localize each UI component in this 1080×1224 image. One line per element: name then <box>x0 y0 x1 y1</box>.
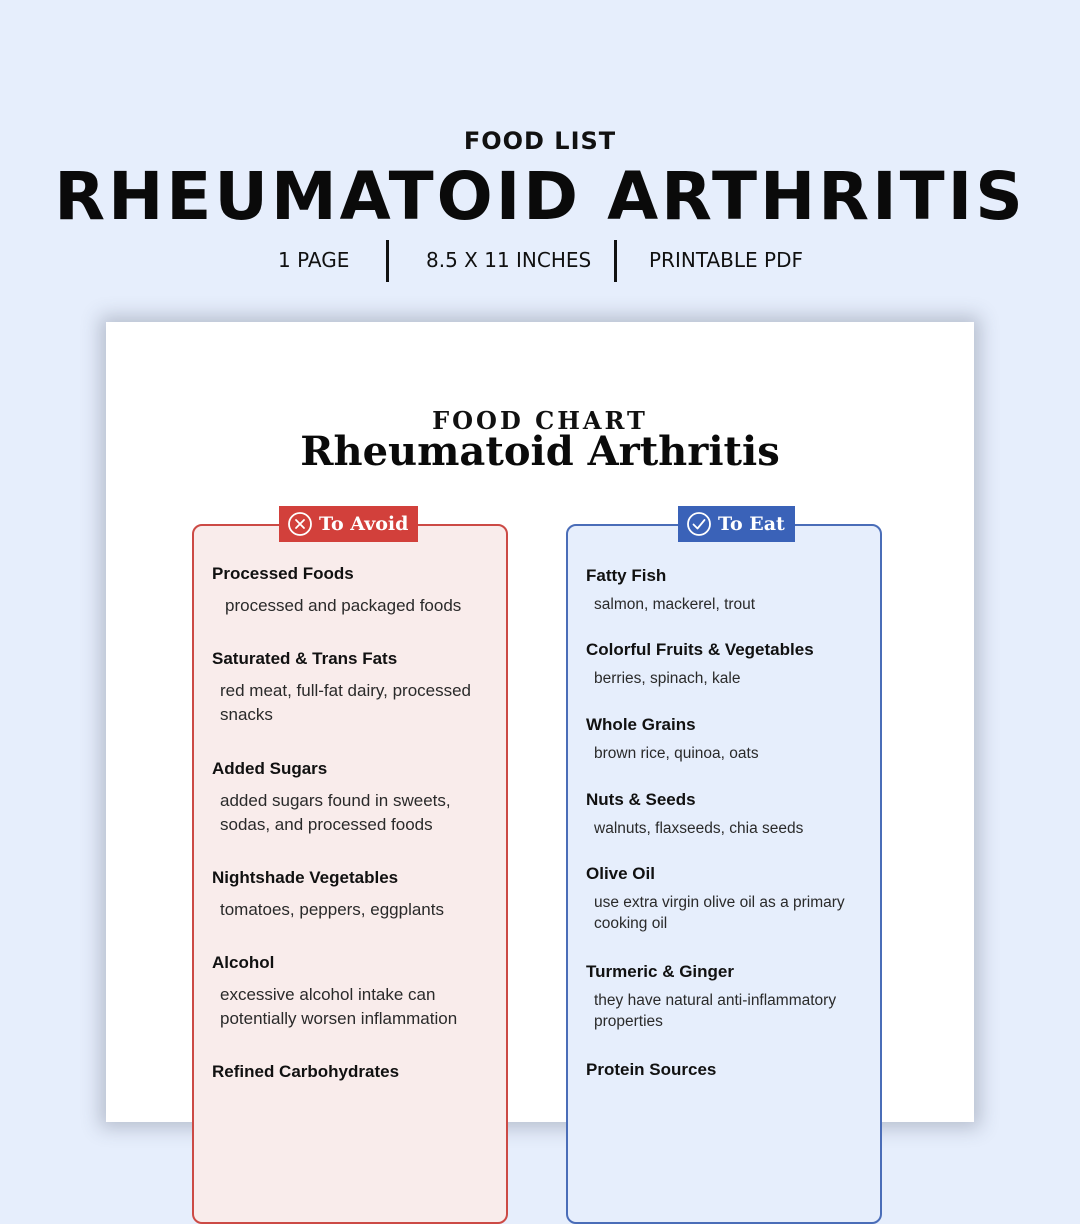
eat-item-desc: salmon, mackerel, trout <box>594 596 756 613</box>
meta-pages: 1 PAGE <box>278 248 350 272</box>
chart-title: Rheumatoid Arthritis <box>300 428 780 475</box>
chart-kicker: FOOD CHART <box>432 406 648 435</box>
meta-row <box>0 240 1080 282</box>
eat-item-title: Protein Sources <box>586 1060 717 1079</box>
avoid-item-desc: added sugars found in sweets, sodas, and processed foods <box>220 791 451 834</box>
eat-item <box>586 715 871 764</box>
avoid-panel <box>192 513 508 1224</box>
avoid-item-title: Refined Carbohydrates <box>212 1062 400 1081</box>
avoid-item <box>212 868 497 922</box>
header-kicker: FOOD LIST <box>463 127 617 155</box>
avoid-item <box>212 953 497 1031</box>
avoid-item <box>212 564 497 618</box>
avoid-item-desc: red meat, full-fat dairy, processed snacks <box>220 681 472 724</box>
avoid-item-title: Nightshade Vegetables <box>212 868 399 887</box>
eat-item-title: Nuts & Seeds <box>586 790 696 809</box>
avoid-item-desc: tomatoes, peppers, eggplants <box>220 900 444 919</box>
eat-item-desc: walnuts, flaxseeds, chia seeds <box>594 820 804 837</box>
eat-item-desc: brown rice, quinoa, oats <box>594 745 759 762</box>
avoid-item-desc: excessive alcohol intake can potentially worsen inflammation <box>220 985 458 1028</box>
avoid-item-title: Processed Foods <box>212 564 354 583</box>
eat-item <box>586 1060 871 1080</box>
avoid-label: To Avoid <box>319 513 409 535</box>
page-title: RHEUMATOID ARTHRITIS <box>54 158 1026 235</box>
eat-item-desc: they have natural anti-inflammatory properties <box>594 992 837 1030</box>
document-preview <box>106 322 974 1122</box>
eat-item-title: Olive Oil <box>586 864 655 883</box>
eat-item <box>586 864 871 934</box>
eat-panel <box>566 513 882 1224</box>
meta-format: PRINTABLE PDF <box>649 248 803 272</box>
meta-size: 8.5 X 11 INCHES <box>426 248 592 272</box>
avoid-item <box>212 1062 497 1082</box>
avoid-badge <box>279 506 418 542</box>
eat-item <box>586 962 871 1032</box>
avoid-item-desc: processed and packaged foods <box>225 596 462 615</box>
eat-badge <box>678 506 795 542</box>
avoid-item-title: Added Sugars <box>212 759 328 778</box>
meta-divider <box>614 240 617 282</box>
eat-item-title: Whole Grains <box>586 715 696 734</box>
eat-item <box>586 790 871 839</box>
avoid-item-title: Saturated & Trans Fats <box>212 649 398 668</box>
avoid-item <box>212 649 497 727</box>
avoid-item-title: Alcohol <box>212 953 275 972</box>
avoid-item <box>212 759 497 837</box>
eat-item-title: Colorful Fruits & Vegetables <box>586 640 814 659</box>
meta-divider <box>386 240 389 282</box>
check-circle-icon <box>686 511 712 537</box>
eat-item <box>586 566 871 615</box>
eat-item <box>586 640 871 689</box>
eat-item-desc: berries, spinach, kale <box>594 670 741 687</box>
x-circle-icon <box>287 511 313 537</box>
eat-item-desc: use extra virgin olive oil as a primary cooking oil <box>594 894 845 932</box>
eat-item-title: Turmeric & Ginger <box>586 962 734 981</box>
eat-item-title: Fatty Fish <box>586 566 667 585</box>
eat-label: To Eat <box>718 513 785 535</box>
